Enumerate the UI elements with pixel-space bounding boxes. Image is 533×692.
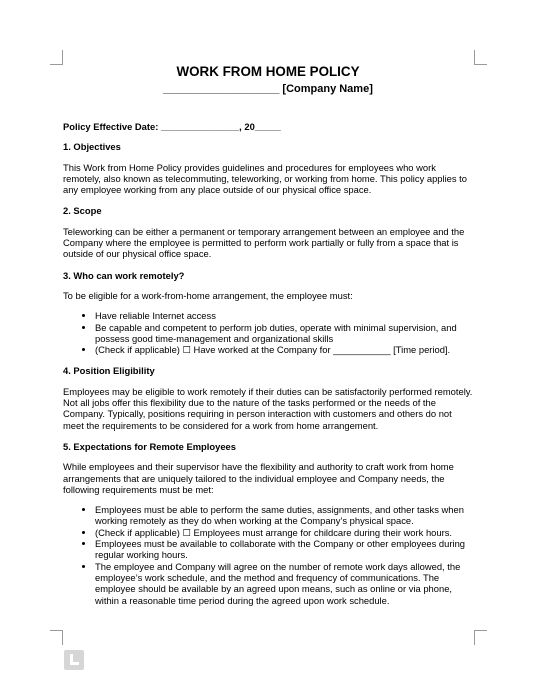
eligibility-requirements-list <box>63 310 473 355</box>
section-heading-objectives: 1. Objectives <box>63 141 121 153</box>
effective-date-line: Policy Effective Date: _______________, 20_____ <box>63 121 281 132</box>
crop-mark-top-right <box>474 50 487 65</box>
section-paragraph-objectives: This Work from Home Policy provides guidelines and procedures for employees who work remotely, also known as telecommuting, teleworking, or working from home. This policy applies to any employee working from any place outside of our physical office space. <box>63 161 467 196</box>
list-item: • Employees must be available to collaborate with the Company or other employees during regular working hours. <box>95 538 473 561</box>
list-item: • Be capable and competent to perform job duties, operate with minimal supervision, and possess good time-management and organizational skills <box>95 322 473 345</box>
crop-mark-bottom-left <box>50 630 63 645</box>
crop-mark-bottom-right <box>474 630 487 645</box>
expectations-list <box>63 504 473 606</box>
section-heading-who-can-work-remotely: 3. Who can work remotely? <box>63 269 185 281</box>
document-body <box>63 64 473 606</box>
list-item: • (Check if applicable) ☐ Employees must arrange for childcare during their work hours. <box>95 527 473 538</box>
list-item: • Employees must be able to perform the same duties, assignments, and other tasks when working remotely as they do when working at the Company’s physical space. <box>95 504 473 527</box>
section-paragraph-expectations: While employees and their supervisor have the flexibility and authority to craft work from home arrangements that are uniquely tailored to the individual employee and Company needs, the following requirements must be met: <box>63 461 454 495</box>
section-heading-expectations: 5. Expectations for Remote Employees <box>63 440 236 452</box>
section-paragraph-who-can-work-remotely: To be eligible for a work-from-home arrangement, the employee must: <box>63 289 353 301</box>
brand-logo-icon <box>64 650 84 670</box>
section-heading-scope: 2. Scope <box>63 205 102 217</box>
list-item: • The employee and Company will agree on the number of remote work days allowed, the employee’s work schedule, and the method and frequency of communications. The employee should be available by an agreed upon means, such as online or via phone, within a reasonable time period during the agreed upon work schedule. <box>95 561 473 606</box>
document-title: WORK FROM HOME POLICY <box>176 64 360 79</box>
company-name-line: ___________________ [Company Name] <box>163 83 373 95</box>
section-paragraph-position-eligibility: Employees may be eligible to work remotely if their duties can be satisfactorily performed remotely. Not all jobs offer this flexibility due to the nature of the tasks performed or the needs of the Company. Typically, positions requiring in person interaction with customers and others do not meet the requirements to be considered for a work from home arrangement. <box>63 385 473 431</box>
section-heading-position-eligibility: 4. Position Eligibility <box>63 365 155 377</box>
list-item: • Have reliable Internet access <box>95 310 473 321</box>
list-item: • (Check if applicable) ☐ Have worked at the Company for ___________ [Time period]. <box>95 344 473 355</box>
section-paragraph-scope: Teleworking can be either a permanent or temporary arrangement between an employee and the Company where the employee is permitted to perform work partially or fully from a space that is outside of our physical office space. <box>63 225 465 260</box>
crop-mark-top-left <box>50 50 63 65</box>
